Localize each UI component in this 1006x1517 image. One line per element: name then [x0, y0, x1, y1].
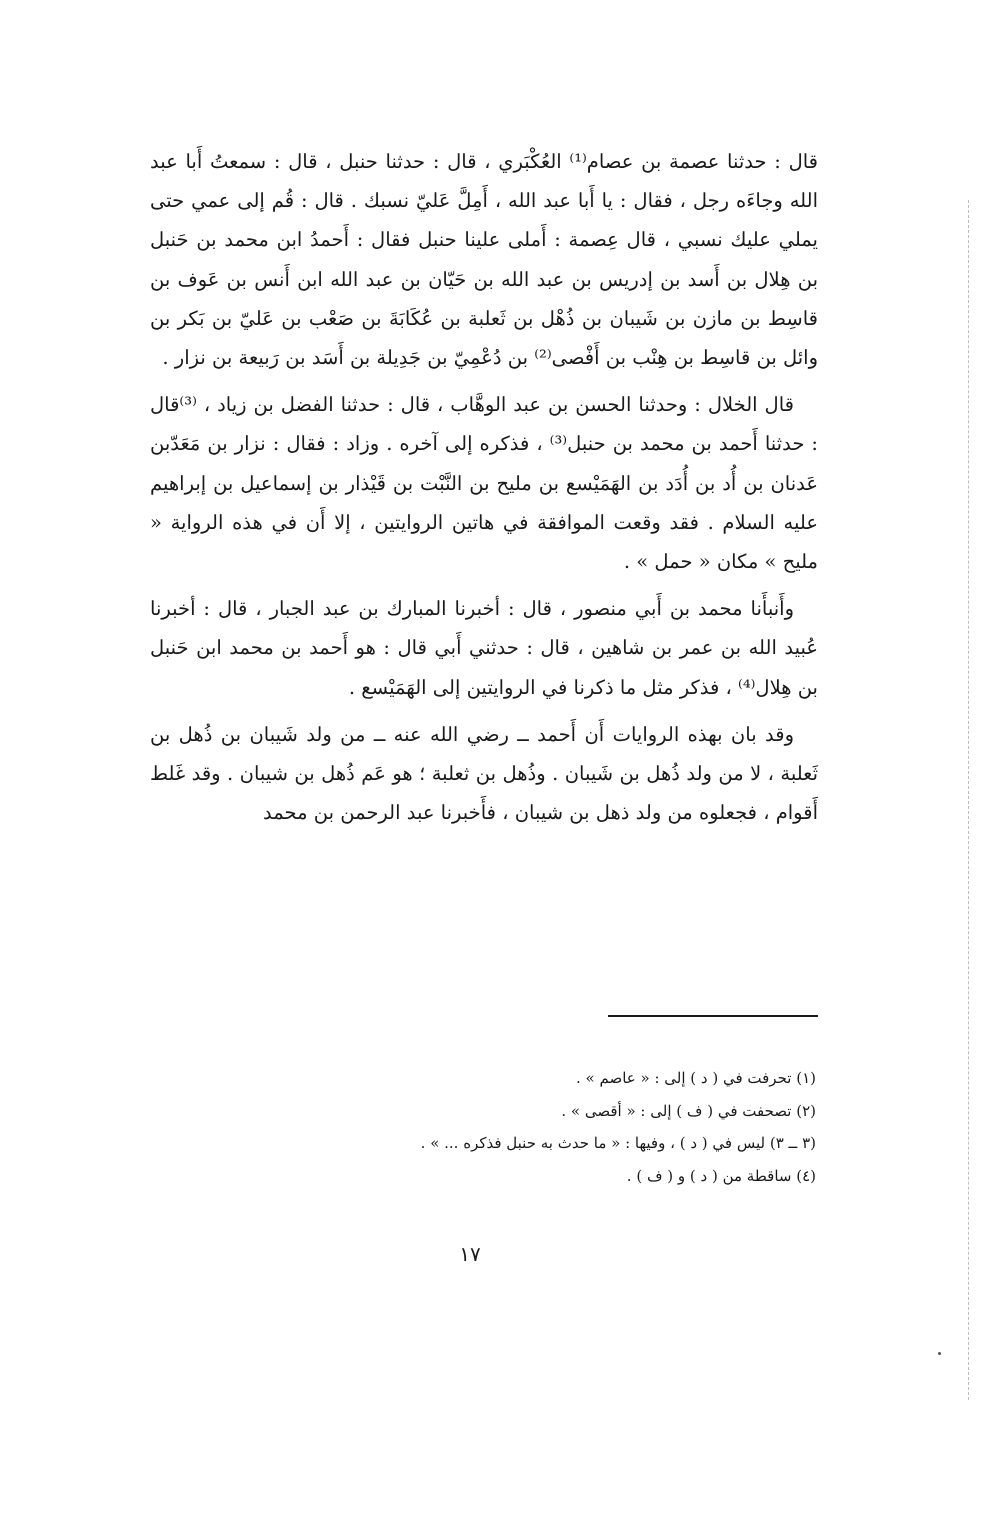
footnote-separator: [608, 1015, 818, 1017]
footnotes: [300, 1062, 816, 1192]
paragraph-3: وأَنبأَنا محمد بن أَبي منصور ، قال : أخبرنا المبارك بن عبد الجبار ، قال : أخبرنا عُبيد الله بن عمر بن شاهين ، قال : حدثني أَبي قال : هو أَحمد بن محمد ابن حَنبل بن هِلال⁽⁴⁾ ، فذكر مثل ما ذكرنا في الروايتين إلى الهَمَيْسع .: [150, 597, 818, 699]
footnote-2: (٢) تصحفت في ( ف ) إلى : « أقصى » .: [561, 1101, 816, 1120]
page-number: ١٧: [459, 1242, 481, 1266]
footnote-1: (١) تحرفت في ( د ) إلى : « عاصم » .: [576, 1069, 816, 1087]
footnote-3: (٣ ــ ٣) ليس في ( د ) ، وفيها : « ما حدث به حنبل فذكره ... » .: [420, 1134, 816, 1152]
paragraph-1: قال : حدثنا عصمة بن عصام⁽¹⁾ العُكْبَري ، قال : حدثنا حنبل ، قال : سمعتُ أَبا عبد الله وجاءَه رجل ، فقال : يا أَبا عبد الله ، أَمِلَّ عَليّ نسبك . قال : قُم إلى عمي حتى يملي عليك نسبي ، قال عِصمة : أَملى علينا حنبل فقال : أَحمدُ ابن محمد بن حَنبل بن هِلال بن أَسد بن إدريس بن عبد الله بن حَيّان بن عبد الله ابن أَنس بن عَوف بن قاسِط بن مازن بن شَيبان بن ذُهْل بن ثَعلبة بن عُكَابَةَ بن صَعْب بن عَليّ بن بَكر بن وائل بن قاسِط بن هِنْب بن أَفْصى⁽²⁾ بن دُعْمِيّ بن جَدِيلة بن أَسَد بن رَبيعة بن نزار .: [150, 150, 819, 370]
scan-margin-line: [968, 200, 969, 1400]
footnote-4: (٤) ساقطة من ( د ) و ( ف ) .: [626, 1166, 816, 1185]
scan-speck: [938, 1352, 941, 1355]
main-text: [150, 142, 818, 840]
paragraph-4: وقد بان بهذه الروايات أَن أَحمد ــ رضي الله عنه ــ من ولد شَيبان بن ذُهل بن ثَعلبة ، لا من ولد ذُهل بن شَيبان . وذُهل بن ثعلبة ؛ هو عَم ذُهل بن شيبان . وقد غَلط أَقوام ، فجعلوه من ولد ذهل بن شيبان ، فأَخبرنا عبد الرحمن بن محمد: [150, 722, 818, 825]
paragraph-2: قال الخلال : وحدثنا الحسن بن عبد الوهَّاب ، قال : حدثنا الفضل بن زياد ، ⁽³⁾قال : حدثنا أَحمد بن محمد بن حنبل⁽³⁾ ، فذكره إلى آخره . وزاد : فقال : نزار بن مَعَدّبن عَدنان بن أُد بن أُدَد بن الهَمَيْسع بن مليح بن النَّبْت بن قَيْذار بن إسماعيل بن إبراهيم عليه السلام . فقد وقعت الموافقة في هاتين الروايتين ، إلا أَن في هذه الرواية « مليح » مكان « حمل » .: [150, 393, 818, 574]
